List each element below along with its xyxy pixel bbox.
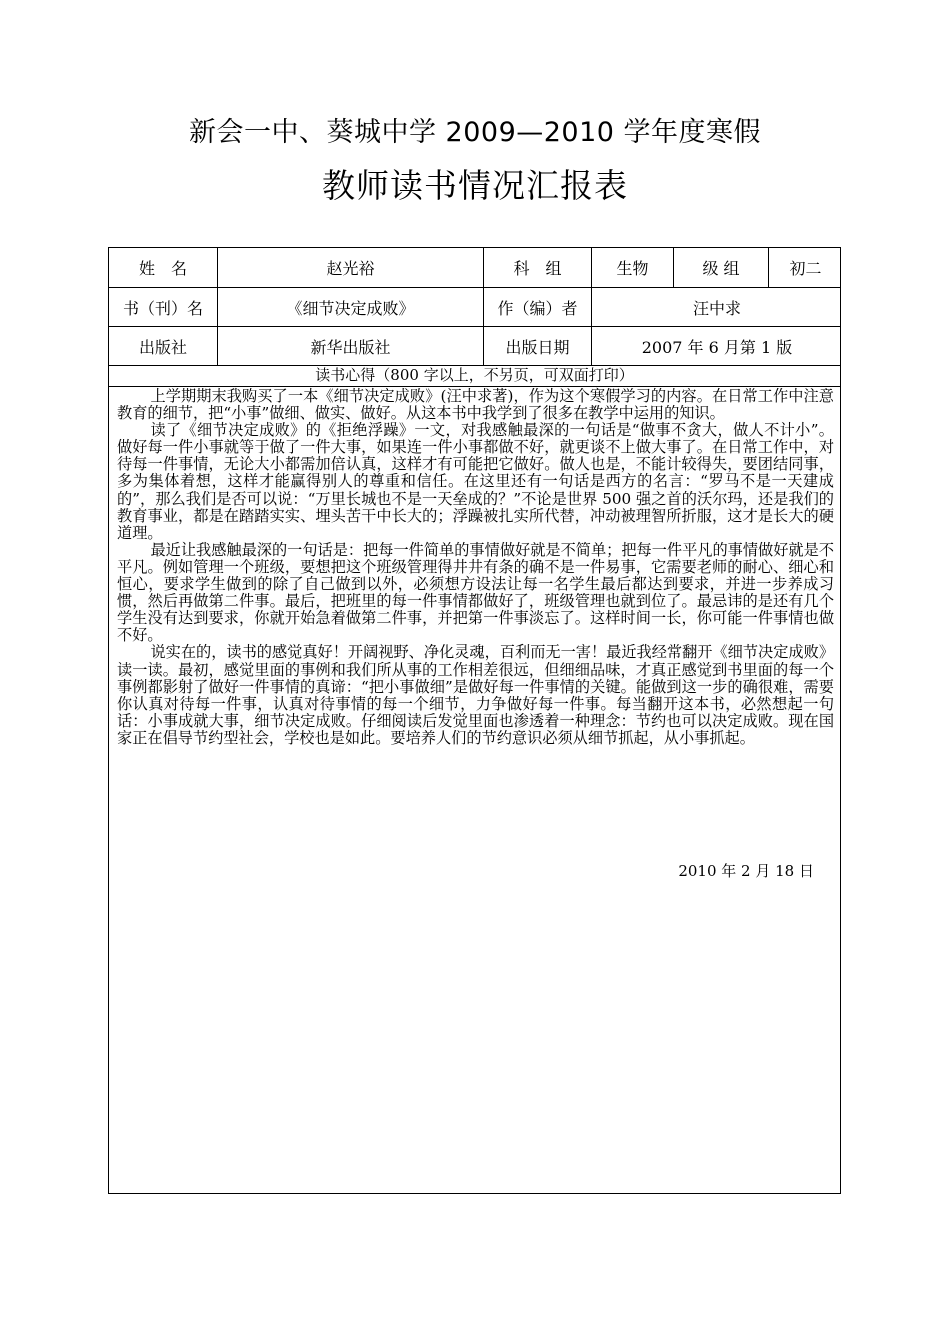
form-row-publisher [109,327,840,366]
publisher-label: 出版社 [109,327,218,365]
publisher-value: 新华出版社 [218,327,484,365]
essay-date: 2010 年 2 月 18 日 [678,862,814,880]
author-value: 汪中求 [692,298,741,318]
author-label: 作（编）者 [484,288,592,326]
subject-label: 科 组 [484,248,592,287]
subject-value: 生物 [592,248,674,287]
book-title-label: 书（刊）名 [109,288,218,326]
publish-date-label: 出版日期 [484,327,592,365]
report-form [108,247,841,1194]
essay-heading: 读书心得（800 字以上，不另页，可双面打印） [109,365,840,387]
document-title-line2: 教师读书情况汇报表 [322,166,628,205]
book-title-value: 《细节决定成败》 [218,288,484,326]
form-row-personal [109,248,840,288]
document-title-line1: 新会一中、葵城中学 2009—2010 学年度寒假 [188,117,762,148]
form-row-book [109,288,840,327]
essay-paragraph: 最近让我感触最深的一句话是：把每一件简单的事情做好就是不简单；把每一件平凡的事情做好就是不平凡。例如管理一个班级，要想把这个班级管理得井井有条的确不是一件易事，它需要老师的耐心、细心和恒心，要求学生做到的除了自己做到以外，必须想方设法让每一名学生最后都达到要求，并进一步养成习惯，然后再做第二件事。最后，把班里的每一件事情都做好了，班级管理也就到位了。最忌讳的是还有几个学生没有达到要求，你就开始急着做第二件事，并把第一件事淡忘了。这样时间一长，你可能一件事情也做不好。 [117,540,834,645]
name-label: 姓 名 [109,248,218,287]
essay-body [117,388,834,747]
grade-label: 级 组 [674,248,769,287]
publish-date-value: 2007 年 6 月第 1 版 [641,337,793,357]
essay-paragraph: 上学期期末我购买了一本《细节决定成败》(汪中求著)，作为这个寒假学习的内容。在日常工作中注意教育的细节，把“小事”做细、做实、做好。从这本书中我学到了很多在教学中运用的知识。 [117,387,834,423]
essay-paragraph: 说实在的，读书的感觉真好！开阔视野、净化灵魂，百利而无一害！最近我经常翻开《细节决定成败》读一读。最初，感觉里面的事例和我们所从事的工作相差很远，但细细品味，才真正感觉到书里面的每一个事例都影射了做好一件事情的真谛：“把小事做细”是做好每一件事情的关键。能做到这一步的确很难，需要你认真对待每一件事，认真对待事情的每一个细节，力争做好每一件事。每当翻开这本书，必然想起一句话：小事成就大事，细节决定成败。仔细阅读后发觉里面也渗透着一种理念：节约也可以决定成败。现在国家正在倡导节约型社会，学校也是如此。要培养人们的节约意识必须从细节抓起，从小事抓起。 [117,643,834,747]
name-value: 赵光裕 [218,248,484,287]
essay-paragraph: 读了《细节决定成败》的《拒绝浮躁》一文，对我感触最深的一句话是“做事不贪大，做人不计小”。做好每一件小事就等于做了一件大事，如果连一件小事都做不好，就更谈不上做大事了。在日常工作中，对待每一件事情，无论大小都需加倍认真，这样才有可能把它做好。做人也是，不能计较得失，要团结同事，多为集体着想，这样才能赢得别人的尊重和信任。在这里还有一句话是西方的名言：“罗马不是一天建成的”，那么我们是否可以说：“万里长城也不是一天垒成的？”不论是世界 500 强之首的沃尔玛，还是我们的教育事业，都是在踏踏实实、埋头苦干中长大的；浮躁被扎实所代替，冲动被理智所折服，这才是长大的硬道理。 [117,421,834,542]
grade-value: 初二 [789,259,822,278]
